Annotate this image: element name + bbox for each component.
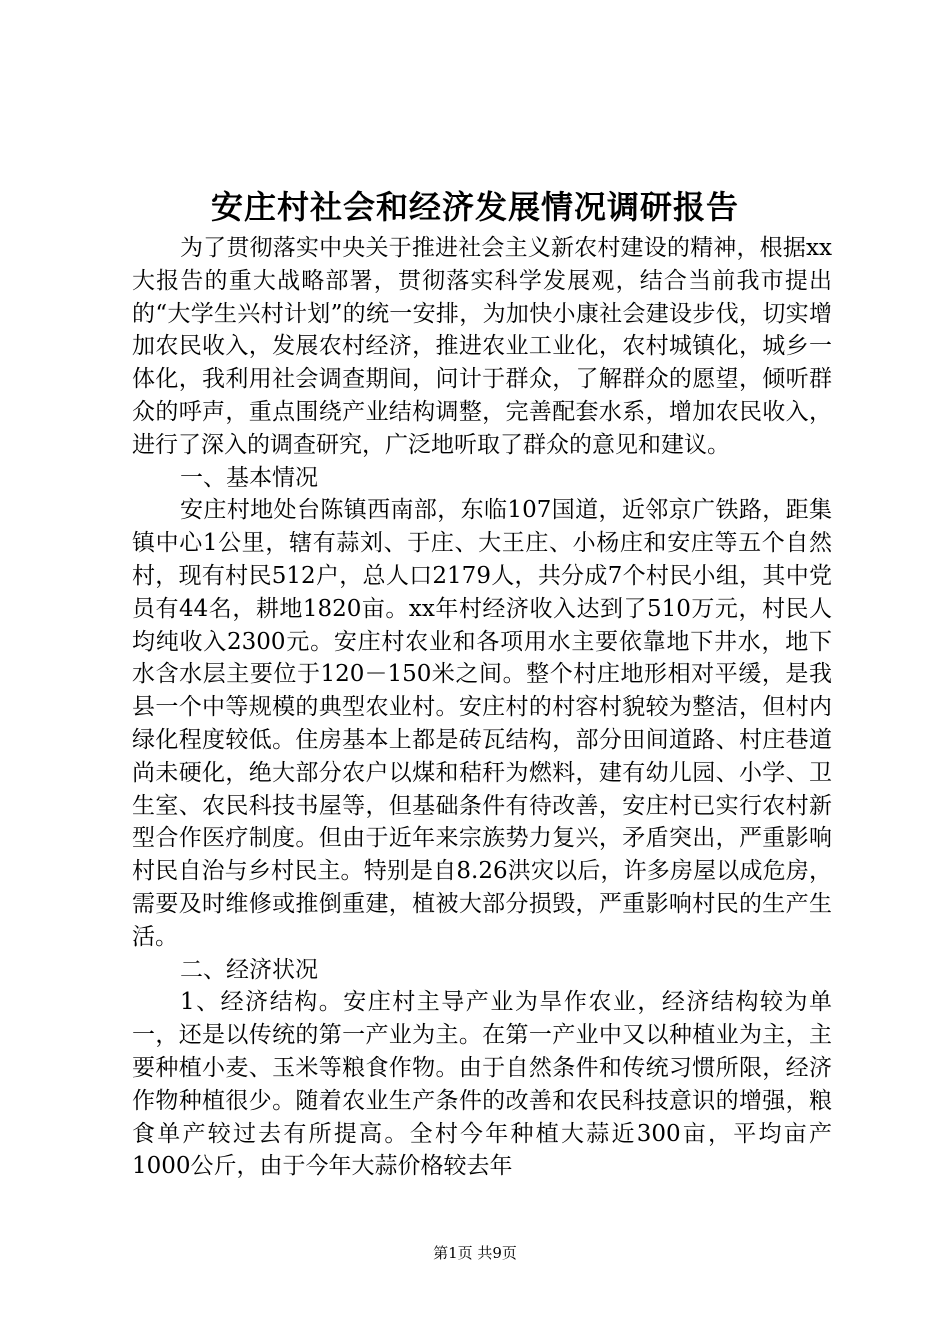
page-footer: 第1页 共9页 [433,1244,517,1262]
economy-structure-paragraph: 1、经济结构。安庄村主导产业为旱作农业，经济结构较为单一，还是以传统的第一产业为主。在第一产业中又以种植业为主，主要种植小麦、玉米等粮食作物。由于自然条件和传统习惯所限，经济作物种植很少。随着农业生产条件的改善和农民科技意识的增强，粮食单产较过去有所提高。全村今年种植大蒜近300亩，平均亩产1000公斤，由于今年大蒜价格较去年 [132,989,832,1180]
intro-paragraph: 为了贯彻落实中央关于推进社会主义新农村建设的精神，根据xx大报告的重大战略部署，贯彻落实科学发展观，结合当前我市提出的“大学生兴村计划”的统一安排，为加快小康社会建设步伐，切实增加农民收入，发展农村经济，推进农业工业化，农村城镇化，城乡一体化，我利用社会调查期间，问计于群众，了解群众的愿望，倾听群众的呼声，重点围绕产业结构调整，完善配套水系，增加农民收入，进行了深入的调查研究，广泛地听取了群众的意见和建议。 [132,235,832,458]
section-heading-basic: 一、基本情况 [180,464,318,491]
section-heading-economy: 二、经济状况 [180,956,318,983]
document-title: 安庄村社会和经济发展情况调研报告 [210,188,739,226]
basic-info-paragraph: 安庄村地处台陈镇西南部，东临107国道，近邻京广铁路，距集镇中心1公里，辖有蒜刘、于庄、大王庄、小杨庄和安庄等五个自然村，现有村民512户，总人口2179人，共分成7个村民小组，其中党员有44名，耕地1820亩。xx年村经济收入达到了510万元，村民人均纯收入2300元。安庄村农业和各项用水主要依靠地下井水，地下水含水层主要位于120－150米之间。整个村庄地形相对平缓，是我县一个中等规模的典型农业村。安庄村的村容村貌较为整洁，但村内绿化程度较低。住房基本上都是砖瓦结构，部分田间道路、村庄巷道尚未硬化，绝大部分农户以煤和秸秆为燃料，建有幼儿园、小学、卫生室、农民科技书屋等，但基础条件有待改善，安庄村已实行农村新型合作医疗制度。但由于近年来宗族势力复兴，矛盾突出，严重影响村民自治与乡村民主。特别是自8.26洪灾以后，许多房屋以成危房，需要及时维修或推倒重建，植被大部分损毁，严重影响村民的生产生活。 [132,497,832,950]
document-body [132,232,832,1183]
